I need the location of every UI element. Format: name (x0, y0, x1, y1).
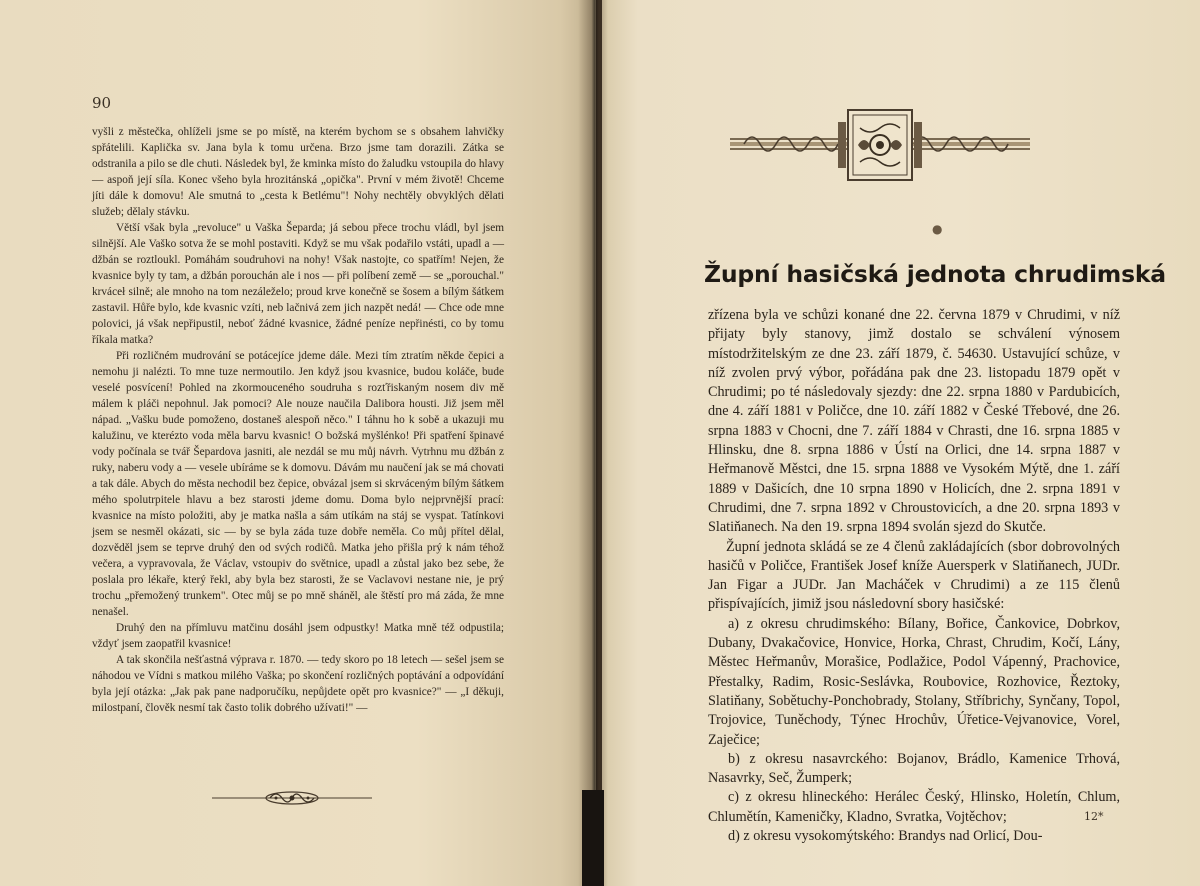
left-page (0, 0, 596, 886)
ornament-headpiece-icon (730, 108, 1030, 182)
signature-mark: 12* (1084, 810, 1104, 823)
ornament-vignette-icon (212, 788, 372, 808)
paragraph: zřízena byla ve schůzi konané dne 22. června 1879 v Chrudimi, v níž přijaty byly stanovy, jimž dostalo se schválení výnosem místodržitelským ze dne 23. září 1879, č. 54630. Ustavující schůze, v níž zvolen prvý výbor, pořádána pak dne 23. listopadu 1879 opět v Chrudimi; po té následovaly sjezdy: dne 22. srpna 1880 v Pardubicích, dne 4. září 1881 v Poličce, dne 10. září 1882 v České Třebové, dne 26. srpna 1883 v Chocni, dne 7. září 1884 v Chrasti, dne 16. srpna 1885 v Hlinsku, dne 8. srpna 1886 v Ústí na Orlici, dne 14. srpna 1887 v Heřmanově Městci, dne 15. srpna 1888 ve Vysokém Mýtě, dne 1. září 1889 v Dašicích, dne 10 srpna 1890 v Holicích, dne 2. srpna 1891 v Chrudimi, dne 7. srpna 1892 v Chroustovicích, a dne 20. srpna 1893 v Slatiňanech. Na den 19. srpna 1894 svolán sjezd do Skutče. (708, 307, 1120, 536)
list-item: d) z okresu vysokomýtského: Brandys nad Orlicí, Dou- (728, 828, 1043, 845)
right-page (602, 0, 1200, 886)
right-page-body (708, 306, 1120, 846)
page-number: 90 (92, 94, 112, 112)
section-heading: Župní hasičská jednota chrudimská (704, 260, 1166, 288)
decorative-dot-icon: ● (932, 222, 943, 236)
paragraph: A tak skončila nešťastná výprava r. 1870. — tedy skoro po 18 letech — sešel jsem se náhodou ve Vídni s matkou milého Vaška; po skončení rozličných poptávání a odpovídání byla její otázka: „Jak pak pane nadporučíku, nepůjdete opět pro kvasnice?" — „I děkuji, milostpaní, člověk nesmí tak často tolik dobrého užívati!" — (92, 654, 504, 714)
book-spine (582, 790, 604, 886)
paragraph: Župní jednota skládá se ze 4 členů zakládajících (sbor dobrovolných hasičů v Poličce, František Josef kníže Auersperk v Slatiňanech, JUDr. Jan Figar a JUDr. Jan Macháček v Chrudimi) a ze 115 členů přispívajících, jimiž jsou následovní sbory hasičské: (708, 538, 1120, 613)
list-item: b) z okresu nasavrckého: Bojanov, Brádlo, Kamenice Trhová, Nasavrky, Seč, Žumperk; (708, 750, 1120, 787)
paragraph: Druhý den na přímluvu matčinu dosáhl jsem odpustky! Matka mně též odpustila; vždyť jsem zaopatřil kvasnice! (92, 622, 504, 650)
paragraph: Větší však byla „revoluce" u Vaška Šeparda; já sebou přece trochu vládl, byl jsem silnější. Ale Vaško sotva že se mohl postaviti. Když se mu však podařilo vstáti, upadl a — džbán se roztloukl. Pomáhám soudruhovi na nohy! Však nastojte, co spatřím! Nejen, že kvasnice byly ty tam, a džbán porouchán ale i nos — při políbení země — se „porouchal." krváceł silně; ale mnoho na tom nezáleželo; proud krve konečně se šosem a bílým šátkem zastavil. Hůře bylo, kde kvasnic vzíti, neb lačnivá zem jich nazpět nedá! — Chce ode mne polovici, já však nepřipustil, neboť žádné kvasnice, žádné peníze nepřinésti, co by tomu říkala matka? (92, 222, 504, 346)
paragraph: Při rozličném mudrování se potácejíce jdeme dále. Mezi tím ztratím někde čepici a nemohu ji nalézti. To mne tuze nermoutilo. Jen když jsou kvasnice, budou koláče, bude veselé posvícení! Pohled na zkormouceného soudruha s rozťřiskaným nosem div mě málem k pláči nepohnul. Jak pomoci? Ale nouze naučila Dalibora housti. Již jsem měl nápad. „Vašku bude pomoženo, dostaneš alespoň něco." I táhnu ho k sobě a ukazuji mu kalužinu, ve kterézto voda měla barvu kvasnic! O božská myšlénko! Při spatření špinavé vody počínala se tvář Šepardova jasniti, ale nezdál se mu můj návrh. Vytrhnu mu džbán z ruky, naberu vody a — vesele ubíráme se k domovu. Dávám mu naučení jak se má chovati a tak dále. Abych do města nechodil bez čepice, obvázal jsem si skrváceným bílým šátkem mého spolutrpitele hlavu a bez starosti jdeme domu. Doma bylo nejprvnější prací: kvasnice na místo položiti, aby je matka našla a sám utíkám na stáj se vyspat. Tatínkovi jsem se nesměl okázati, sic — by se byla záda tuze dobře neměla. Co můj přítel dělal, dozvěděl jsem se teprve druhý den od svých rodičů. Matka jeho přišla prý k nám téhož večera, a vypravovala, že Václav, vstoupiv do světnice, upadl a zůstal jako bez sebe, že poslala pro lékaře, který řekl, aby byla bez starosti, že se Vaclavovi nestane nie, je prý trochu „přemožený trunkem". Otec můj se po mně sháněl, ale štěstí pro má záda, že mne nenašel. (92, 350, 504, 618)
left-page-body (92, 124, 504, 716)
list-item: c) z okresu hlineckého: Herálec Český, Hlinsko, Holetín, Chlum, Chlumětín, Kameničky, Kladno, Svratka, Vojtěchov; (708, 789, 1120, 825)
list-item: a) z okresu chrudimského: Bílany, Bořice, Čankovice, Dobrkov, Dubany, Dvakačovice, Honvice, Horka, Chrast, Chrudim, Kočí, Lány, Městec Heřmanův, Morašice, Podlažice, Podol Vápenný, Prachovice, Přestalky, Radim, Rosic-Seslávka, Roubovice, Rozhovice, Řeztoky, Slatiňany, Sobětuchy-Ponchobrady, Stolany, Stříbrichy, Synčany, Topol, Trojovice, Tuněchody, Týnec Hrochův, Úřetice-Vejvanovice, Vorel, Zaječice; (708, 615, 1120, 748)
paragraph: vyšli z městečka, ohlíželi jsme se po místě, na kterém bychom se s obsahem lahvičky spřátelili. Kaplička sv. Jana byla k tomu určena. Brzo jsme tam dorazili. Zátka se odstranila a pilo se dle chuti. Následek byl, že kminka místo do žaludku vstoupila do hlavy — aspoň její síla. Konec všeho byla hrozitánská „opička". První v mém životě! Chceme jíti dále k domovu! Ale smutná to „cesta k Betlému"! Nohy nechtěly obvyklých dělati služeb; dělaly stávku. (92, 126, 504, 218)
book-gutter (578, 0, 608, 886)
